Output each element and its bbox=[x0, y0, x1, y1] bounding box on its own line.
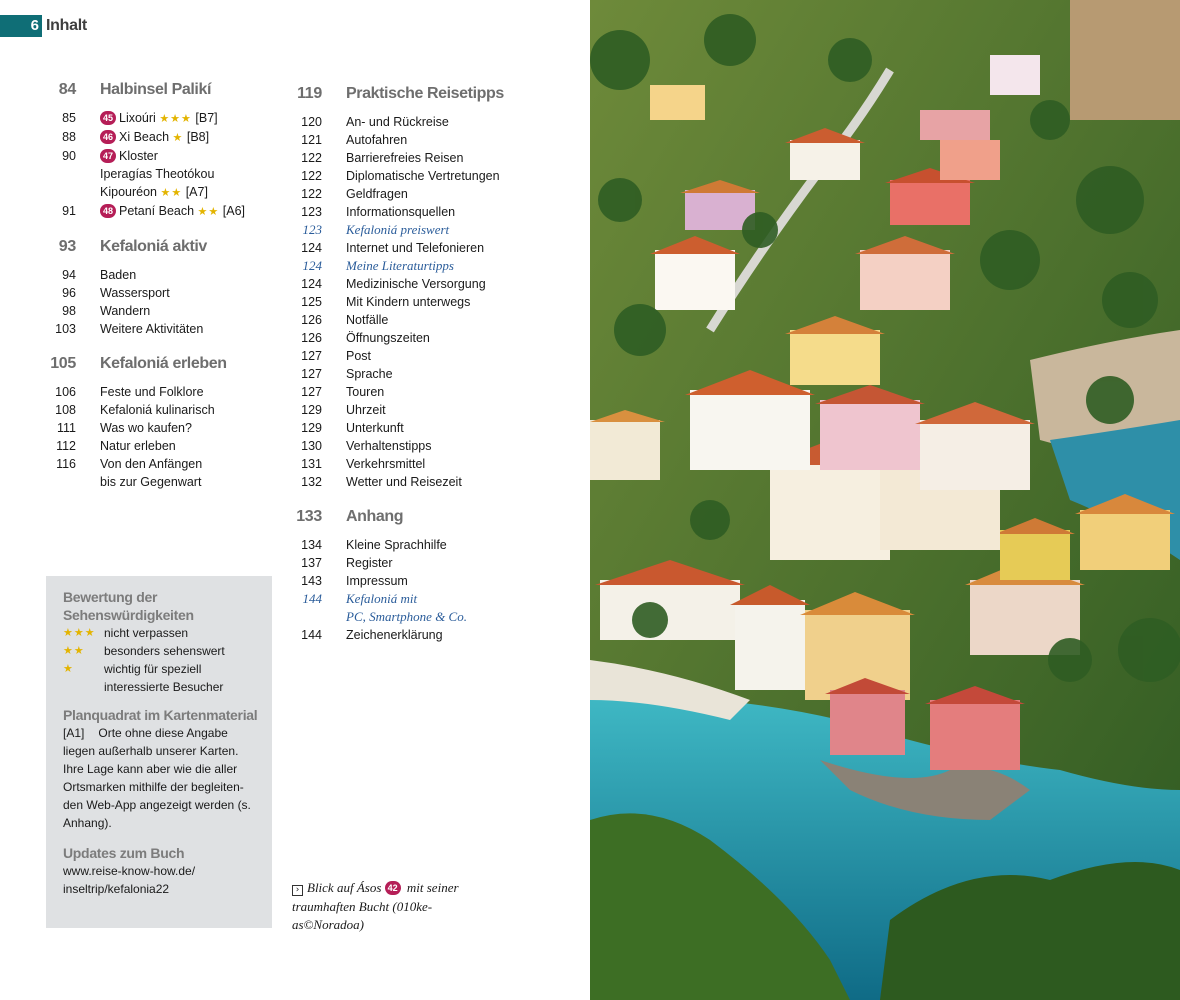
entry-text bbox=[100, 419, 274, 437]
entry-text bbox=[100, 128, 274, 147]
location-badge: 46 bbox=[100, 130, 116, 144]
entry-title: Medizinische Versorgung bbox=[346, 277, 486, 291]
section-page-number: 119 bbox=[297, 85, 322, 102]
entry-page-number: 144 bbox=[302, 591, 322, 606]
entry-title: Feste und Folklore bbox=[100, 385, 204, 399]
entry-page-number: 124 bbox=[302, 258, 322, 273]
grid-code: [A1] bbox=[63, 726, 85, 740]
entry-text bbox=[346, 572, 540, 590]
entry-title: Was wo kaufen? bbox=[100, 421, 192, 435]
map-grid-reference: [B8] bbox=[186, 130, 210, 144]
location-badge: 48 bbox=[100, 204, 116, 218]
entry-page-number: 134 bbox=[301, 538, 322, 552]
star-rating-icon: ★ bbox=[172, 132, 184, 144]
entry-title: Natur erleben bbox=[100, 439, 176, 453]
entry-text bbox=[346, 203, 540, 221]
entry-title-continued: bis zur Gegenwart bbox=[100, 475, 202, 489]
entry-title-continued: Kipouréon bbox=[100, 185, 157, 199]
rating-label: wichtig für speziell interessierte Besucher bbox=[104, 662, 224, 694]
map-grid-reference: [A6] bbox=[222, 204, 246, 218]
entry-title: Geldfragen bbox=[346, 187, 408, 201]
entry-title: Wassersport bbox=[100, 286, 170, 300]
entry-text bbox=[100, 455, 274, 491]
entry-title: Diplomatische Vertretungen bbox=[346, 169, 500, 183]
entry-page-number: 122 bbox=[301, 169, 322, 183]
entry-text bbox=[346, 473, 540, 491]
toc-entry[interactable] bbox=[290, 401, 540, 419]
toc-section bbox=[290, 498, 540, 644]
star-icon: ★★ bbox=[63, 645, 85, 657]
entry-text bbox=[346, 536, 540, 554]
entry-page-number: 129 bbox=[301, 421, 322, 435]
map-grid-reference: [A7] bbox=[185, 185, 208, 199]
entry-text bbox=[100, 302, 274, 320]
toc-section bbox=[44, 71, 274, 228]
entry-text bbox=[346, 293, 540, 311]
toc-entry[interactable] bbox=[290, 572, 540, 590]
entry-text bbox=[100, 437, 274, 455]
entry-page-number: 90 bbox=[62, 149, 76, 163]
entry-text bbox=[346, 167, 540, 185]
rating-row bbox=[63, 624, 262, 642]
location-badge: 45 bbox=[100, 111, 116, 125]
toc-entry[interactable] bbox=[44, 128, 274, 147]
entry-text bbox=[100, 401, 274, 419]
entry-page-number: 91 bbox=[62, 204, 76, 218]
toc-section bbox=[44, 345, 274, 491]
toc-section bbox=[44, 228, 274, 345]
entry-text bbox=[346, 239, 540, 257]
updates-title: Updates zum Buch bbox=[63, 845, 185, 861]
entry-text bbox=[346, 365, 540, 383]
entry-page-number: 103 bbox=[55, 322, 76, 336]
entry-page-number: 94 bbox=[62, 268, 76, 282]
entry-page-number: 132 bbox=[301, 475, 322, 489]
entry-text bbox=[346, 626, 540, 644]
entry-text bbox=[346, 383, 540, 401]
entry-text bbox=[346, 275, 540, 293]
entry-text bbox=[346, 311, 540, 329]
star-rating-icon: ★★ bbox=[197, 206, 220, 218]
toc-entry[interactable] bbox=[290, 419, 540, 437]
toc-entry[interactable] bbox=[290, 167, 540, 185]
entry-title: Von den Anfängen bbox=[100, 457, 203, 471]
toc-entry[interactable] bbox=[290, 185, 540, 203]
entry-page-number: 121 bbox=[301, 133, 322, 147]
entry-text bbox=[346, 329, 540, 347]
section-title: Kefaloniá erleben bbox=[100, 355, 227, 372]
section-title: Kefaloniá aktiv bbox=[100, 238, 207, 255]
rating-legend-title: Bewertung der Sehenswürdigkeiten bbox=[63, 589, 194, 623]
toc-entry[interactable] bbox=[290, 239, 540, 257]
location-badge: 47 bbox=[100, 149, 116, 163]
entry-text bbox=[100, 202, 274, 221]
entry-title: Touren bbox=[346, 385, 385, 399]
entry-title: Unterkunft bbox=[346, 421, 404, 435]
entry-page-number: 123 bbox=[302, 222, 322, 237]
entry-title: Verkehrsmittel bbox=[346, 457, 426, 471]
rating-legend-list bbox=[63, 624, 262, 696]
location-badge: 42 bbox=[385, 881, 401, 895]
entry-title: Post bbox=[346, 349, 372, 363]
entry-title: Baden bbox=[100, 268, 137, 282]
section-title: Praktische Reisetipps bbox=[346, 85, 504, 102]
toc-entry[interactable] bbox=[290, 113, 540, 131]
toc-entry[interactable] bbox=[44, 302, 274, 320]
entry-title: Kloster bbox=[119, 149, 158, 163]
entry-page-number: 127 bbox=[301, 349, 322, 363]
entry-text bbox=[346, 419, 540, 437]
entry-title: Informationsquellen bbox=[346, 205, 456, 219]
toc-section bbox=[290, 75, 540, 498]
photo-assos-village bbox=[590, 0, 1180, 1000]
toc-entry[interactable] bbox=[290, 383, 540, 401]
entry-title: Xi Beach bbox=[119, 130, 170, 144]
entry-text bbox=[100, 109, 274, 128]
entry-page-number: 123 bbox=[301, 205, 322, 219]
entry-page-number: 111 bbox=[56, 421, 76, 435]
star-rating-icon: ★★★ bbox=[159, 113, 192, 125]
entry-title: Wandern bbox=[100, 304, 151, 318]
toc-entry[interactable] bbox=[290, 536, 540, 554]
entry-page-number: 85 bbox=[62, 111, 76, 125]
entry-title: Sprache bbox=[346, 367, 393, 381]
entry-text bbox=[346, 554, 540, 572]
updates-link[interactable]: www.reise-know-how.de/ inseltrip/kefalonia22 bbox=[63, 864, 196, 896]
rating-row bbox=[63, 642, 262, 660]
entry-text bbox=[346, 113, 540, 131]
entry-title: Kefaloniá kulinarisch bbox=[100, 403, 215, 417]
entry-text bbox=[100, 284, 274, 302]
entry-page-number: 112 bbox=[56, 439, 76, 453]
caption-suffix: mit seiner traumhaften Bucht (010ke-as©Noradoa) bbox=[292, 880, 459, 932]
entry-title: Barrierefreies Reisen bbox=[346, 151, 464, 165]
entry-text bbox=[346, 401, 540, 419]
toc-entry[interactable] bbox=[44, 320, 274, 338]
toc-entry[interactable] bbox=[290, 131, 540, 149]
entry-page-number: 98 bbox=[62, 304, 76, 318]
entry-page-number: 116 bbox=[56, 457, 76, 471]
section-page-number: 93 bbox=[58, 238, 76, 255]
toc-entry[interactable] bbox=[290, 437, 540, 455]
rating-label: nicht verpassen bbox=[104, 626, 189, 640]
entry-title: Notfälle bbox=[346, 313, 389, 327]
entry-page-number: 124 bbox=[301, 277, 322, 291]
toc-entry[interactable] bbox=[44, 455, 274, 491]
entry-title: Kefaloniá preiswert bbox=[346, 222, 450, 237]
entry-title: An- und Rückreise bbox=[346, 115, 449, 129]
section-heading[interactable] bbox=[44, 228, 274, 266]
toc-entry[interactable] bbox=[290, 311, 540, 329]
toc-entry[interactable] bbox=[290, 221, 540, 239]
entry-title: Meine Literaturtipps bbox=[346, 258, 454, 273]
toc-entry[interactable] bbox=[44, 266, 274, 284]
toc-entry[interactable] bbox=[44, 147, 274, 202]
arrow-right-icon: › bbox=[292, 885, 303, 896]
entry-page-number: 120 bbox=[301, 115, 322, 129]
entry-title: Lixoúri bbox=[119, 111, 156, 125]
rating-row bbox=[63, 660, 262, 696]
toc-entry[interactable] bbox=[290, 257, 540, 275]
section-heading[interactable] bbox=[290, 498, 540, 536]
star-icon: ★★★ bbox=[63, 627, 96, 639]
entry-text bbox=[346, 437, 540, 455]
entry-title-continued: PC, Smartphone & Co. bbox=[346, 609, 467, 624]
photo-caption bbox=[292, 879, 492, 935]
entry-title: Uhrzeit bbox=[346, 403, 386, 417]
entry-page-number: 88 bbox=[62, 130, 76, 144]
entry-page-number: 137 bbox=[301, 556, 322, 570]
entry-page-number: 106 bbox=[55, 385, 76, 399]
entry-page-number: 127 bbox=[301, 367, 322, 381]
toc-entry[interactable] bbox=[44, 109, 274, 128]
entry-text bbox=[346, 185, 540, 203]
page-title: Inhalt bbox=[46, 17, 87, 34]
toc-entry[interactable] bbox=[290, 590, 540, 626]
toc-entry[interactable] bbox=[44, 419, 274, 437]
section-page-number: 84 bbox=[58, 81, 76, 98]
entry-title: Internet und Telefonieren bbox=[346, 241, 485, 255]
entry-page-number: 144 bbox=[301, 628, 322, 642]
section-heading[interactable] bbox=[44, 71, 274, 109]
page-number-tab: 6 bbox=[0, 15, 42, 37]
entry-text bbox=[346, 149, 540, 167]
entry-page-number: 125 bbox=[301, 295, 322, 309]
grid-description: Orte ohne diese Angabe liegen außerhalb unserer Karten. Ihre Lage kann aber wie die aller Ortsmarken mithilfe der begleiten-den Web-App angezeigt werden (s. Anhang). bbox=[63, 726, 251, 830]
entry-title-continued: Iperagías Theotókou bbox=[100, 167, 215, 181]
entry-title: Verhaltenstipps bbox=[346, 439, 432, 453]
entry-title: Petaní Beach bbox=[119, 204, 195, 218]
toc-entry[interactable] bbox=[290, 347, 540, 365]
legend-box bbox=[46, 576, 272, 928]
entry-page-number: 124 bbox=[301, 241, 322, 255]
toc-entry[interactable] bbox=[290, 455, 540, 473]
section-page-number: 133 bbox=[296, 508, 322, 525]
toc-entry[interactable] bbox=[290, 554, 540, 572]
caption-prefix: Blick auf Ásos bbox=[307, 880, 382, 895]
entry-text bbox=[346, 455, 540, 473]
entry-page-number: 122 bbox=[301, 187, 322, 201]
star-icon: ★ bbox=[63, 663, 74, 675]
entry-page-number: 126 bbox=[301, 331, 322, 345]
map-grid-reference: [B7] bbox=[195, 111, 218, 125]
grid-legend-title: Planquadrat im Kartenmaterial bbox=[63, 707, 258, 723]
toc-entry[interactable] bbox=[290, 275, 540, 293]
toc-entry[interactable] bbox=[44, 202, 274, 221]
entry-title: Wetter und Reisezeit bbox=[346, 475, 462, 489]
entry-text bbox=[346, 221, 540, 239]
entry-page-number: 130 bbox=[301, 439, 322, 453]
entry-text bbox=[100, 147, 274, 202]
section-heading[interactable] bbox=[290, 75, 540, 113]
entry-page-number: 96 bbox=[62, 286, 76, 300]
toc-entry[interactable] bbox=[290, 149, 540, 167]
entry-title: Kleine Sprachhilfe bbox=[346, 538, 447, 552]
entry-page-number: 127 bbox=[301, 385, 322, 399]
toc-column-right bbox=[290, 75, 540, 644]
entry-title: Autofahren bbox=[346, 133, 408, 147]
grid-legend-text bbox=[63, 724, 251, 832]
entry-text bbox=[100, 266, 274, 284]
entry-title: Register bbox=[346, 556, 393, 570]
toc-entry[interactable] bbox=[290, 473, 540, 491]
entry-title: Kefaloniá mit bbox=[346, 591, 418, 606]
toc-entry[interactable] bbox=[44, 284, 274, 302]
toc-entry[interactable] bbox=[44, 437, 274, 455]
section-page-number: 105 bbox=[50, 355, 76, 372]
entry-text bbox=[346, 257, 540, 275]
rating-label: besonders sehenswert bbox=[104, 644, 225, 658]
entry-page-number: 122 bbox=[301, 151, 322, 165]
toc-entry[interactable] bbox=[44, 383, 274, 401]
section-heading[interactable] bbox=[44, 345, 274, 383]
entry-page-number: 131 bbox=[301, 457, 322, 471]
entry-text bbox=[346, 131, 540, 149]
entry-text bbox=[100, 383, 274, 401]
toc-column-left bbox=[44, 71, 274, 491]
toc-entry[interactable] bbox=[290, 329, 540, 347]
entry-title: Zeichenerklärung bbox=[346, 628, 443, 642]
star-rating-icon: ★★ bbox=[160, 187, 183, 199]
entry-page-number: 126 bbox=[301, 313, 322, 327]
entry-page-number: 143 bbox=[301, 574, 322, 588]
toc-entry[interactable] bbox=[290, 626, 540, 644]
entry-text bbox=[100, 320, 274, 338]
entry-title: Mit Kindern unterwegs bbox=[346, 295, 471, 309]
toc-entry[interactable] bbox=[290, 293, 540, 311]
entry-title: Weitere Aktivitäten bbox=[100, 322, 204, 336]
entry-title: Öffnungszeiten bbox=[346, 331, 430, 345]
entry-page-number: 108 bbox=[55, 403, 76, 417]
section-title: Halbinsel Palikí bbox=[100, 81, 211, 98]
entry-text bbox=[346, 347, 540, 365]
toc-entry[interactable] bbox=[290, 365, 540, 383]
entry-text bbox=[346, 590, 540, 626]
toc-entry[interactable] bbox=[44, 401, 274, 419]
section-title: Anhang bbox=[346, 508, 404, 525]
toc-entry[interactable] bbox=[290, 203, 540, 221]
entry-title: Impressum bbox=[346, 574, 408, 588]
entry-page-number: 129 bbox=[301, 403, 322, 417]
